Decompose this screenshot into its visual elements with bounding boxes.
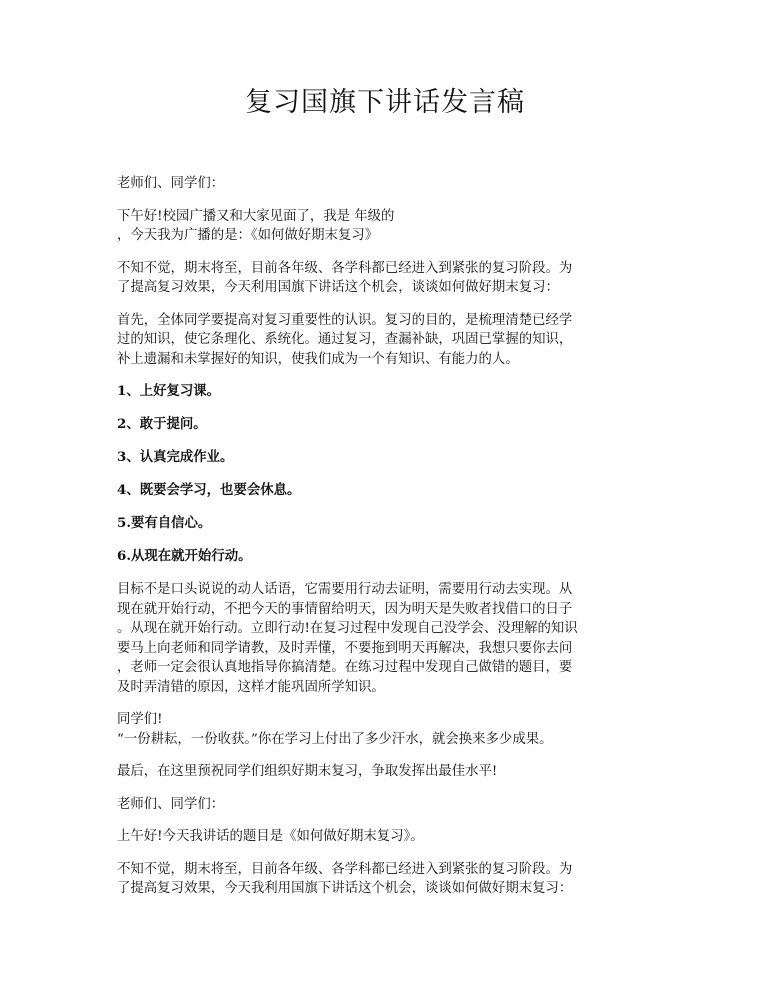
paragraph [117,827,657,847]
text-line: 现在就开始行动，不把今天的事情留给明天，因为明天是失败者找借口的日子 [117,601,573,617]
document-body [117,174,657,912]
document-title: 复习国旗下讲话发言稿 [245,87,525,118]
text-line: 了提高复习效果，今天我利用国旗下讲话这个机会，谈谈如何做好期末复习： [117,881,573,896]
paragraph [117,860,657,899]
text-line: 5.要有自信心。 [117,515,212,531]
section-heading [117,415,657,435]
paragraph [117,710,657,749]
paragraph [117,259,657,298]
section-heading [117,514,657,534]
text-line: 1、上好复习课。 [117,383,221,399]
paragraph [117,311,657,370]
paragraph [117,207,657,246]
text-line: 及时弄清错的原因，这样才能巩固所学知识。 [117,679,385,695]
paragraph [117,795,657,815]
text-line: 最后，在这里预祝同学们组织好期末复习，争取发挥出最佳水平! [117,764,498,779]
text-line: 3、认真完成作业。 [117,449,234,465]
text-line: 不知不觉，期末将至，目前各年级、各学科都已经进入到紧张的复习阶段。为 [117,260,573,276]
paragraph [117,762,657,782]
text-line: 补上遗漏和未掌握好的知识，使我们成为一个有知识、有能力的人。 [117,351,519,367]
section-heading [117,547,657,567]
text-line: 老师们、同学们： [117,176,225,191]
text-line: 老师们、同学们： [117,796,225,812]
text-line: 要马上向老师和同学请教，及时弄懂，不要拖到明天再解决，我想只要你去问 [117,640,573,656]
section-heading [117,382,657,402]
text-line: ，老师一定会很认真地指导你搞清楚。在练习过程中发现自己做错的题目，要 [117,660,573,675]
text-line: 。从现在就开始行动。立即行动!在复习过程中发现自己没学会、没理解的知识 [117,621,578,636]
paragraph [117,174,657,194]
text-line: 4、既要会学习，也要会休息。 [117,482,301,498]
section-heading [117,448,657,468]
text-line: 了提高复习效果，今天利用国旗下讲话这个机会，谈谈如何做好期末复习： [117,280,559,295]
text-line: 首先，全体同学要提高对复习重要性的认识。复习的目的，是梳理清楚已经学 [117,312,573,328]
section-heading [117,481,657,501]
text-line: 目标不是口头说说的动人话语，它需要用行动去证明，需要用行动去实现。从 [117,582,573,597]
paragraph [117,580,657,697]
text-line: “一份耕耘，一份收获。”你在学习上付出了多少汗水，就会换来多少成果。 [117,731,553,747]
text-line: 2、敢于提问。 [117,416,207,432]
text-line: 过的知识，使它条理化、系统化。通过复习，查漏补缺，巩固已掌握的知识， [117,332,573,347]
text-line: 6.从现在就开始行动。 [117,548,252,564]
text-line: 不知不觉，期末将至，目前各年级、各学科都已经进入到紧张的复习阶段。为 [117,861,573,877]
text-line: 同学们! [117,712,163,727]
text-line: 上午好!今天我讲话的题目是《如何做好期末复习》。 [117,829,424,844]
text-line: ，今天我为广播的是：《如何做好期末复习》 [117,228,379,243]
text-line: 下午好!校园广播又和大家见面了，我是 年级的 [117,208,395,224]
